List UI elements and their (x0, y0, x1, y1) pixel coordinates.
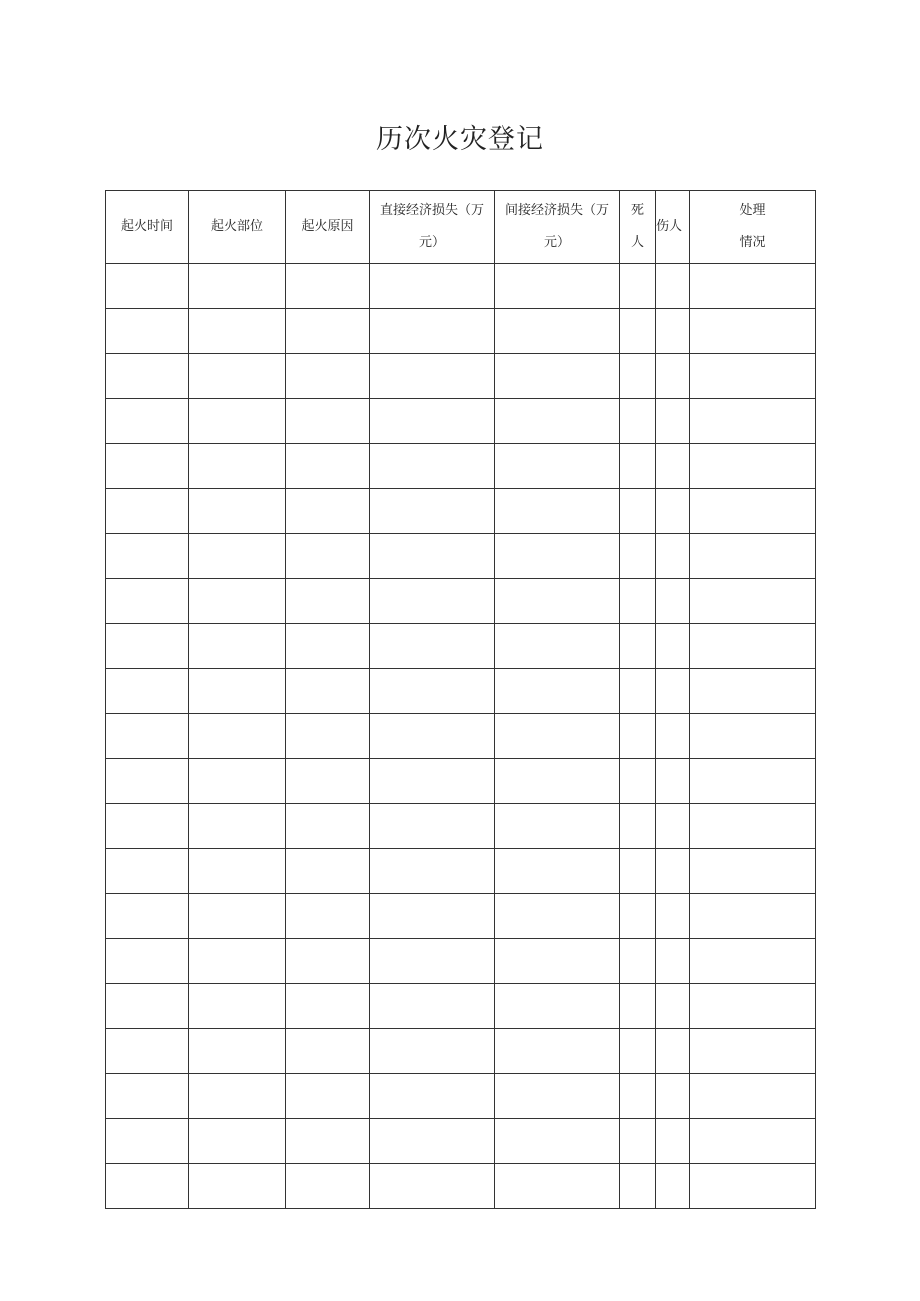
table-cell[interactable] (106, 849, 189, 894)
table-cell[interactable] (286, 1164, 370, 1209)
table-cell[interactable] (690, 264, 816, 309)
table-cell[interactable] (620, 444, 656, 489)
table-row (106, 1164, 816, 1209)
table-cell[interactable] (370, 354, 495, 399)
table-cell[interactable] (495, 489, 620, 534)
table-cell[interactable] (370, 1119, 495, 1164)
table-cell[interactable] (620, 624, 656, 669)
table-cell[interactable] (106, 984, 189, 1029)
table-cell[interactable] (286, 309, 370, 354)
table-cell[interactable] (189, 714, 286, 759)
table-cell[interactable] (286, 444, 370, 489)
table-cell[interactable] (370, 714, 495, 759)
table-cell[interactable] (495, 444, 620, 489)
table-cell[interactable] (286, 534, 370, 579)
table-cell[interactable] (106, 579, 189, 624)
table-row (106, 894, 816, 939)
table-cell[interactable] (656, 309, 690, 354)
table-cell[interactable] (106, 399, 189, 444)
table-cell[interactable] (370, 669, 495, 714)
table-cell[interactable] (495, 939, 620, 984)
table-cell[interactable] (690, 984, 816, 1029)
table-cell[interactable] (286, 579, 370, 624)
table-cell[interactable] (620, 489, 656, 534)
table-cell[interactable] (690, 1074, 816, 1119)
table-cell[interactable] (620, 309, 656, 354)
table-cell[interactable] (495, 1164, 620, 1209)
table-row (106, 669, 816, 714)
header-injuries: 伤人 (656, 191, 690, 264)
table-cell[interactable] (495, 759, 620, 804)
table-cell[interactable] (106, 669, 189, 714)
table-cell[interactable] (690, 309, 816, 354)
table-row (106, 984, 816, 1029)
table-cell[interactable] (495, 534, 620, 579)
table-cell[interactable] (370, 444, 495, 489)
table-cell[interactable] (495, 804, 620, 849)
table-cell[interactable] (106, 1029, 189, 1074)
table-cell[interactable] (370, 624, 495, 669)
table-cell[interactable] (690, 804, 816, 849)
table-row (106, 939, 816, 984)
fire-register-table (105, 190, 816, 1209)
table-cell[interactable] (286, 984, 370, 1029)
table-cell[interactable] (690, 759, 816, 804)
table-cell[interactable] (189, 309, 286, 354)
table-cell[interactable] (286, 489, 370, 534)
table-cell[interactable] (620, 984, 656, 1029)
header-fire-location: 起火部位 (189, 191, 286, 264)
table-row (106, 444, 816, 489)
table-cell[interactable] (189, 264, 286, 309)
table-cell[interactable] (189, 444, 286, 489)
table-row (106, 714, 816, 759)
table-cell[interactable] (189, 984, 286, 1029)
table-cell[interactable] (690, 1164, 816, 1209)
table-cell[interactable] (495, 714, 620, 759)
table-cell[interactable] (189, 579, 286, 624)
table-cell[interactable] (656, 489, 690, 534)
table-cell[interactable] (656, 1119, 690, 1164)
table-cell[interactable] (495, 984, 620, 1029)
table-cell[interactable] (370, 984, 495, 1029)
table-row (106, 309, 816, 354)
table-cell[interactable] (495, 1029, 620, 1074)
table-cell[interactable] (189, 1164, 286, 1209)
table-cell[interactable] (189, 849, 286, 894)
table-cell[interactable] (656, 804, 690, 849)
table-cell[interactable] (656, 399, 690, 444)
header-deaths: 死 人 (620, 191, 656, 264)
table-cell[interactable] (656, 984, 690, 1029)
table-cell[interactable] (286, 624, 370, 669)
table-cell[interactable] (106, 804, 189, 849)
table-cell[interactable] (106, 759, 189, 804)
table-cell[interactable] (495, 309, 620, 354)
table-cell[interactable] (286, 759, 370, 804)
header-direct-loss: 直接经济损失（万 元） (370, 191, 495, 264)
table-cell[interactable] (690, 534, 816, 579)
table-cell[interactable] (656, 849, 690, 894)
table-cell[interactable] (656, 894, 690, 939)
table-cell[interactable] (286, 264, 370, 309)
table-cell[interactable] (690, 939, 816, 984)
table-cell[interactable] (495, 669, 620, 714)
table-cell[interactable] (690, 669, 816, 714)
table-cell[interactable] (286, 399, 370, 444)
table-cell[interactable] (620, 399, 656, 444)
table-cell[interactable] (189, 1119, 286, 1164)
table-cell[interactable] (690, 894, 816, 939)
table-cell[interactable] (656, 444, 690, 489)
table-cell[interactable] (656, 354, 690, 399)
table-cell[interactable] (106, 354, 189, 399)
table-cell[interactable] (286, 939, 370, 984)
table-cell[interactable] (106, 489, 189, 534)
table-cell[interactable] (620, 669, 656, 714)
table-cell[interactable] (495, 624, 620, 669)
table-cell[interactable] (189, 489, 286, 534)
table-cell[interactable] (656, 579, 690, 624)
table-cell[interactable] (106, 264, 189, 309)
table-cell[interactable] (656, 534, 690, 579)
table-row (106, 1074, 816, 1119)
table-cell[interactable] (656, 264, 690, 309)
table-cell[interactable] (106, 894, 189, 939)
table-cell[interactable] (106, 1119, 189, 1164)
table-cell[interactable] (656, 1164, 690, 1209)
table-row (106, 579, 816, 624)
table-cell[interactable] (286, 714, 370, 759)
table-cell[interactable] (189, 669, 286, 714)
table-cell[interactable] (620, 579, 656, 624)
table-cell[interactable] (620, 1164, 656, 1209)
table-cell[interactable] (286, 669, 370, 714)
table-cell[interactable] (620, 1119, 656, 1164)
table-cell[interactable] (495, 399, 620, 444)
table-cell[interactable] (620, 714, 656, 759)
table-row (106, 1119, 816, 1164)
table-cell[interactable] (370, 399, 495, 444)
table-cell[interactable] (690, 714, 816, 759)
table-cell[interactable] (656, 1074, 690, 1119)
header-fire-time: 起火时间 (106, 191, 189, 264)
table-cell[interactable] (495, 894, 620, 939)
table-cell[interactable] (620, 264, 656, 309)
table-cell[interactable] (189, 894, 286, 939)
table-cell[interactable] (189, 1029, 286, 1074)
table-cell[interactable] (620, 939, 656, 984)
table-cell[interactable] (620, 1074, 656, 1119)
header-handling: 处理 情况 (690, 191, 816, 264)
table-cell[interactable] (106, 1074, 189, 1119)
table-cell[interactable] (189, 1074, 286, 1119)
table-cell[interactable] (106, 1164, 189, 1209)
table-cell[interactable] (690, 354, 816, 399)
table-row (106, 534, 816, 579)
table-cell[interactable] (106, 534, 189, 579)
table-row (106, 1029, 816, 1074)
table-cell[interactable] (370, 1074, 495, 1119)
table-cell[interactable] (370, 939, 495, 984)
table-row (106, 354, 816, 399)
table-cell[interactable] (495, 579, 620, 624)
table-cell[interactable] (656, 669, 690, 714)
table-cell[interactable] (690, 489, 816, 534)
table-cell[interactable] (189, 399, 286, 444)
table-cell[interactable] (495, 1074, 620, 1119)
table-cell[interactable] (106, 624, 189, 669)
table-cell[interactable] (370, 1029, 495, 1074)
table-cell[interactable] (286, 849, 370, 894)
table-cell[interactable] (495, 264, 620, 309)
table-row (106, 624, 816, 669)
table-cell[interactable] (690, 624, 816, 669)
table-cell[interactable] (189, 939, 286, 984)
table-cell[interactable] (620, 354, 656, 399)
table-row (106, 489, 816, 534)
table-cell[interactable] (286, 804, 370, 849)
table-cell[interactable] (370, 309, 495, 354)
table-row (106, 759, 816, 804)
table-cell[interactable] (690, 444, 816, 489)
table-cell[interactable] (286, 894, 370, 939)
table-cell[interactable] (286, 1029, 370, 1074)
table-cell[interactable] (286, 354, 370, 399)
table-cell[interactable] (370, 1164, 495, 1209)
table-cell[interactable] (106, 939, 189, 984)
table-cell[interactable] (370, 759, 495, 804)
table-cell[interactable] (690, 399, 816, 444)
table-cell[interactable] (495, 1119, 620, 1164)
table-cell[interactable] (620, 534, 656, 579)
table-cell[interactable] (286, 1119, 370, 1164)
table-cell[interactable] (656, 714, 690, 759)
table-cell[interactable] (370, 264, 495, 309)
table-cell[interactable] (286, 1074, 370, 1119)
table-cell[interactable] (620, 804, 656, 849)
table-cell[interactable] (656, 1029, 690, 1074)
table-cell[interactable] (189, 624, 286, 669)
header-row (106, 191, 816, 264)
table-cell[interactable] (656, 759, 690, 804)
table-cell[interactable] (620, 849, 656, 894)
table-row (106, 804, 816, 849)
table-cell[interactable] (620, 894, 656, 939)
table-cell[interactable] (370, 534, 495, 579)
table-cell[interactable] (370, 579, 495, 624)
table-cell[interactable] (620, 759, 656, 804)
table-body (106, 264, 816, 1209)
table-cell[interactable] (370, 804, 495, 849)
table-cell[interactable] (495, 354, 620, 399)
table-cell[interactable] (690, 1029, 816, 1074)
table-cell[interactable] (189, 804, 286, 849)
table-cell[interactable] (106, 309, 189, 354)
header-indirect-loss: 间接经济损失（万 元） (495, 191, 620, 264)
table-cell[interactable] (620, 1029, 656, 1074)
table-cell[interactable] (189, 354, 286, 399)
table-cell[interactable] (656, 624, 690, 669)
table-row (106, 399, 816, 444)
table-row (106, 264, 816, 309)
header-fire-cause: 起火原因 (286, 191, 370, 264)
page-title: 历次火灾登记 (376, 124, 544, 155)
table-cell[interactable] (189, 534, 286, 579)
table-cell[interactable] (370, 489, 495, 534)
table-cell[interactable] (656, 939, 690, 984)
table-cell[interactable] (370, 894, 495, 939)
table-cell[interactable] (690, 579, 816, 624)
table-cell[interactable] (106, 444, 189, 489)
table-cell[interactable] (106, 714, 189, 759)
table-cell[interactable] (495, 849, 620, 894)
table-row (106, 849, 816, 894)
table-cell[interactable] (690, 849, 816, 894)
table-cell[interactable] (370, 849, 495, 894)
table-cell[interactable] (189, 759, 286, 804)
table-cell[interactable] (690, 1119, 816, 1164)
